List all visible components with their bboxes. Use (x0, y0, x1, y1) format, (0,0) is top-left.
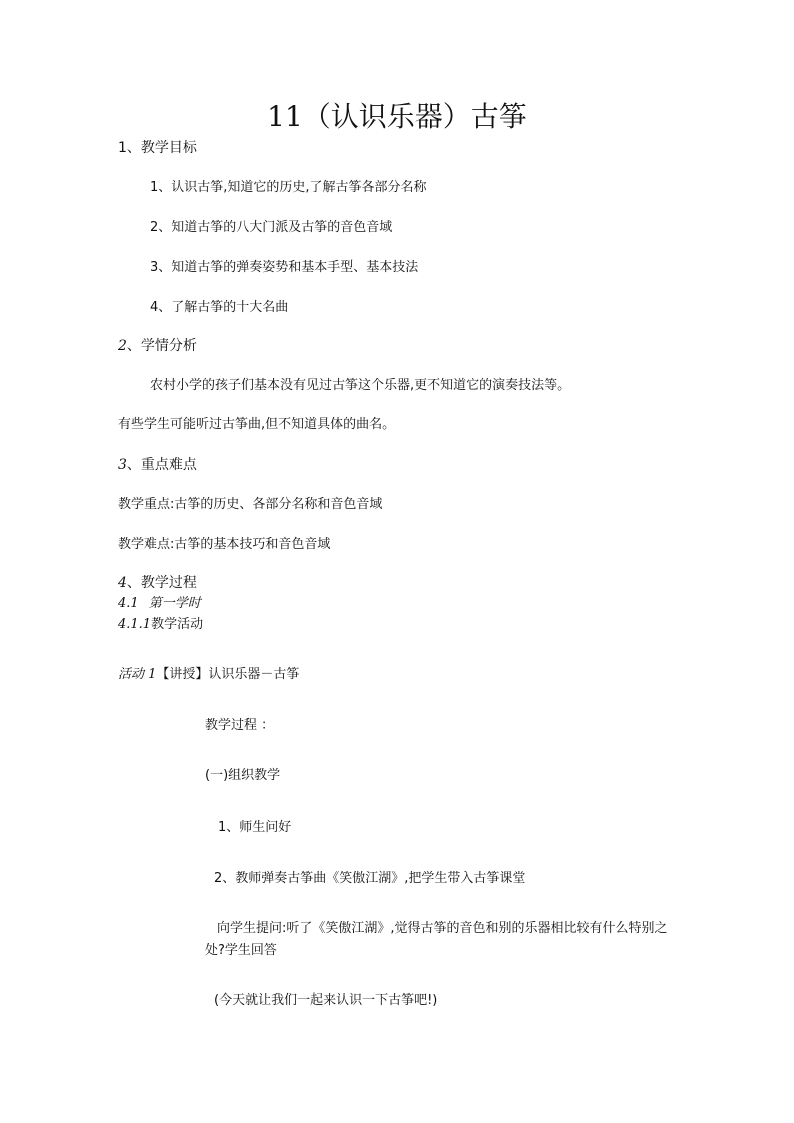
activity-heading (118, 667, 299, 683)
section-heading-objectives: 1、教学目标 (118, 140, 197, 156)
subsubsection-heading (118, 617, 203, 633)
activity-prefix: 活动 1 (118, 667, 157, 682)
activity-title: 【讲授】认识乐器－古筝 (156, 667, 300, 682)
subsubsection-label: 教学活动 (151, 617, 204, 632)
section-heading-analysis (118, 338, 197, 354)
section-heading-text: 、学情分析 (126, 338, 197, 354)
section-heading-process (118, 575, 197, 591)
key-point-line: 教学重点:古筝的历史、各部分名称和音色音域 (118, 497, 383, 512)
question-paragraph: 向学生提问:听了《笑傲江湖》,觉得古筝的音色和别的乐器相比较有什么特别之处?学生回答 (205, 921, 668, 958)
part-heading: (一)组织教学 (205, 768, 281, 783)
step-item: 2、教师弹奏古筝曲《笑傲江湖》,把学生带入古筝课堂 (214, 871, 526, 886)
objective-item: 4、了解古筝的十大名曲 (150, 300, 289, 315)
closing-line: (今天就让我们一起来认识一下古筝吧!) (214, 993, 438, 1008)
page-title: 11（认识乐器）古筝 (267, 100, 527, 133)
objective-item: 1、认识古筝,知道它的历史,了解古筝各部分名称 (150, 180, 427, 195)
subsubsection-number: 4.1.1 (118, 617, 152, 632)
analysis-paragraph: 农村小学的孩子们基本没有见过古筝这个乐器,更不知道它的演奏技法等。 (150, 378, 571, 393)
difficulty-line: 教学难点:古筝的基本技巧和音色音域 (118, 537, 331, 552)
subsection-number: 4.1 (118, 596, 139, 611)
section-heading-key-points (118, 457, 197, 473)
objective-item: 3、知道古筝的弹奏姿势和基本手型、基本技法 (150, 260, 419, 275)
section-heading-text: 、重点难点 (126, 457, 197, 473)
section-heading-text: 、教学过程 (126, 575, 197, 591)
subsection-label: 第一学时 (148, 596, 201, 611)
step-item: 1、师生问好 (218, 820, 292, 835)
process-label: 教学过程 ： (205, 718, 275, 733)
section-number: 2 (118, 338, 127, 354)
subsection-heading (118, 596, 201, 612)
section-number: 4 (118, 575, 127, 591)
analysis-paragraph: 有些学生可能听过古筝曲,但不知道具体的曲名。 (118, 417, 396, 432)
section-number: 3 (118, 457, 127, 473)
objective-item: 2、知道古筝的八大门派及古筝的音色音域 (150, 220, 393, 235)
